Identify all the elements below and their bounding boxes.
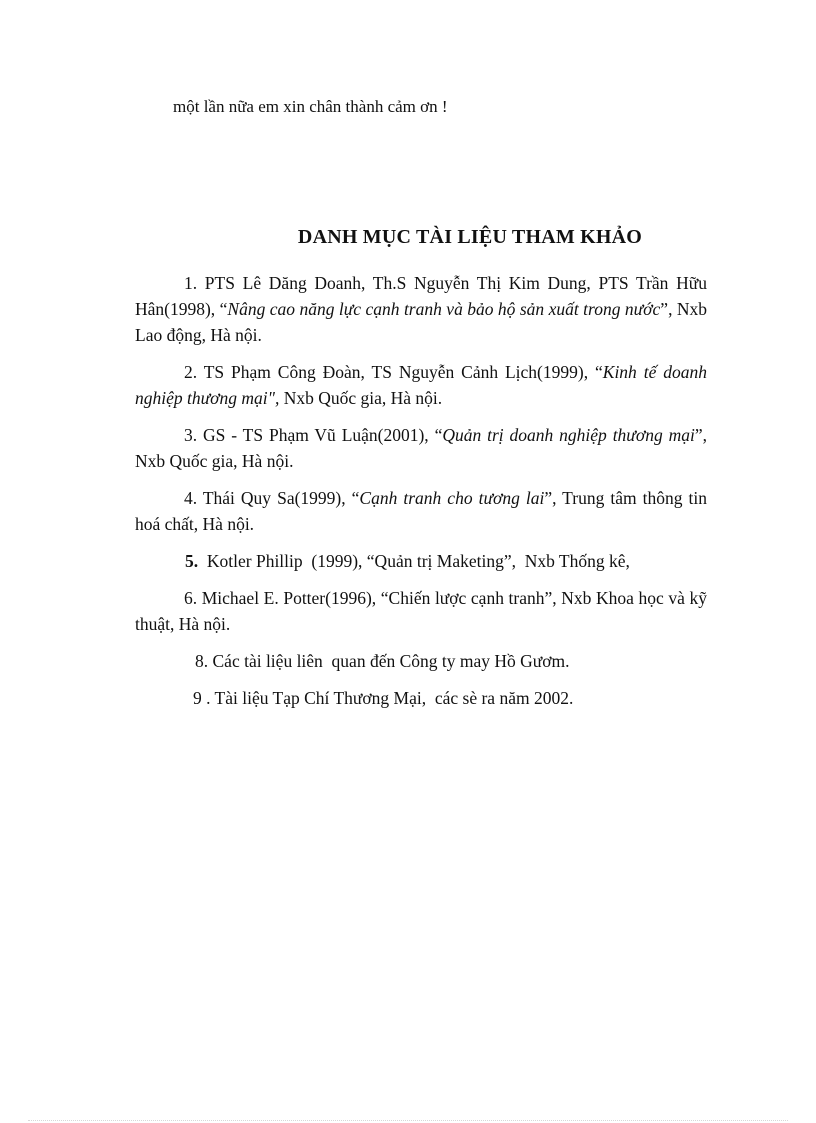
reference-1-suffix: ”, Nxb Lao động, Hà nội. (135, 299, 708, 345)
reference-item-2 (135, 359, 707, 411)
reference-item-9 (135, 685, 707, 711)
reference-list (135, 270, 707, 722)
reference-5-text: Kotler Phillip (1999), “Quản trị Maketing”, Nxb Thống kê, (198, 551, 630, 571)
reference-4-title: Cạnh tranh cho tương lai (359, 488, 545, 508)
reference-4-suffix: ”, Trung tâm thông tin hoá chất, Hà nội. (135, 488, 707, 534)
reference-8-text: 8. Các tài liệu liên quan đến Công ty may Hồ Gươm. (195, 651, 570, 671)
reference-item-4 (135, 485, 707, 537)
reference-4-prefix: 4. Thái Quy Sa(1999), “ (184, 488, 360, 508)
reference-6-text: 6. Michael E. Potter(1996), “Chiến lược cạnh tranh”, Nxb Khoa học và kỹ thuật, Hà nội. (135, 588, 707, 634)
reference-item-5 (135, 548, 707, 574)
references-heading: DANH MỤC TÀI LIỆU THAM KHẢO (297, 226, 643, 248)
reference-2-suffix: Nxb Quốc gia, Hà nội. (279, 388, 443, 408)
reference-2-prefix: 2. TS Phạm Công Đoàn, TS Nguyễn Cảnh Lịch(1999), “ (184, 362, 603, 382)
page-bottom-dotted-border (28, 1120, 788, 1122)
reference-9-text: 9 . Tài liệu Tạp Chí Thương Mại, các sè ra năm 2002. (193, 688, 574, 708)
reference-item-6 (135, 585, 707, 637)
reference-1-prefix: 1. PTS Lê Dăng Doanh, Th.S Nguyễn Thị Kim Dung, PTS Trần Hữu Hân(1998), “ (135, 273, 707, 319)
reference-1-title: Nâng cao năng lực cạnh tranh và bảo hộ sản xuất trong nước (227, 299, 661, 319)
reference-item-8 (135, 648, 707, 674)
reference-item-1 (135, 270, 707, 348)
reference-2-title: Kinh tế doanh nghiệp thương mại", (135, 362, 707, 408)
reference-3-title: Quản trị doanh nghiệp thương mại (442, 425, 695, 445)
closing-line: một lần nữa em xin chân thành cảm ơn ! (173, 97, 448, 116)
reference-3-suffix: ”, Nxb Quốc gia, Hà nội. (135, 425, 707, 471)
reference-5-number: 5. (185, 551, 199, 571)
reference-3-prefix: 3. GS - TS Phạm Vũ Luận(2001), “ (184, 425, 443, 445)
reference-item-3 (135, 422, 707, 474)
